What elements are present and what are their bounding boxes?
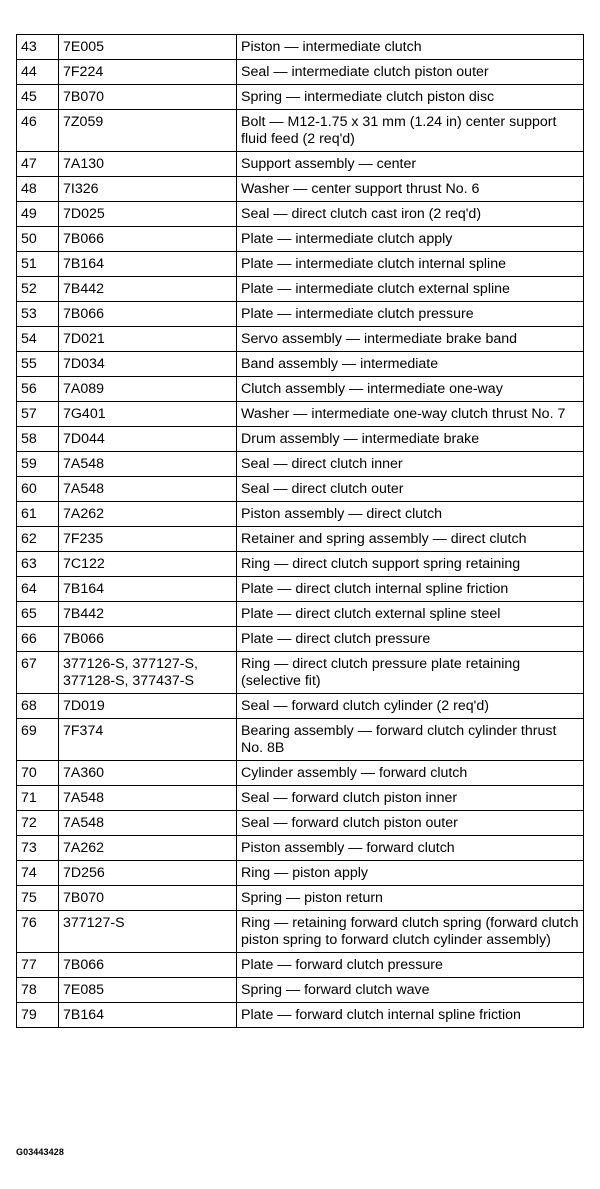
part-number-cell: 7F224	[59, 60, 237, 85]
part-number-cell: 7B066	[59, 302, 237, 327]
item-number-cell: 53	[17, 302, 59, 327]
part-number-cell: 7B164	[59, 1003, 237, 1028]
table-row	[17, 527, 584, 552]
table-row	[17, 811, 584, 836]
item-number-cell: 48	[17, 177, 59, 202]
description-cell: Plate — direct clutch external spline steel	[237, 602, 584, 627]
part-number-cell: 7I326	[59, 177, 237, 202]
description-cell: Plate — intermediate clutch pressure	[237, 302, 584, 327]
part-number-cell: 7Z059	[59, 110, 237, 152]
item-number-cell: 78	[17, 978, 59, 1003]
table-row	[17, 1003, 584, 1028]
part-number-cell: 7B066	[59, 227, 237, 252]
table-row	[17, 602, 584, 627]
description-cell: Seal — intermediate clutch piston outer	[237, 60, 584, 85]
description-cell: Piston assembly — direct clutch	[237, 502, 584, 527]
description-cell: Ring — retaining forward clutch spring (forward clutch piston spring to forward clutch cylinder assembly)	[237, 911, 584, 953]
part-number-cell: 7A548	[59, 786, 237, 811]
item-number-cell: 79	[17, 1003, 59, 1028]
item-number-cell: 70	[17, 761, 59, 786]
table-row	[17, 152, 584, 177]
parts-table-body	[17, 35, 584, 1028]
description-cell: Plate — intermediate clutch internal spline	[237, 252, 584, 277]
description-cell: Seal — direct clutch inner	[237, 452, 584, 477]
description-cell: Piston assembly — forward clutch	[237, 836, 584, 861]
item-number-cell: 61	[17, 502, 59, 527]
item-number-cell: 67	[17, 652, 59, 694]
item-number-cell: 77	[17, 953, 59, 978]
item-number-cell: 62	[17, 527, 59, 552]
description-cell: Spring — piston return	[237, 886, 584, 911]
table-row	[17, 978, 584, 1003]
part-number-cell: 7G401	[59, 402, 237, 427]
item-number-cell: 72	[17, 811, 59, 836]
part-number-cell: 7B164	[59, 577, 237, 602]
table-row	[17, 352, 584, 377]
description-cell: Ring — direct clutch pressure plate retaining (selective fit)	[237, 652, 584, 694]
part-number-cell: 7A548	[59, 811, 237, 836]
description-cell: Band assembly — intermediate	[237, 352, 584, 377]
table-row	[17, 552, 584, 577]
description-cell: Support assembly — center	[237, 152, 584, 177]
description-cell: Spring — forward clutch wave	[237, 978, 584, 1003]
part-number-cell: 7A262	[59, 836, 237, 861]
part-number-cell: 7F235	[59, 527, 237, 552]
description-cell: Seal — direct clutch outer	[237, 477, 584, 502]
item-number-cell: 59	[17, 452, 59, 477]
item-number-cell: 51	[17, 252, 59, 277]
description-cell: Plate — direct clutch pressure	[237, 627, 584, 652]
item-number-cell: 46	[17, 110, 59, 152]
item-number-cell: 71	[17, 786, 59, 811]
description-cell: Seal — forward clutch piston outer	[237, 811, 584, 836]
description-cell: Clutch assembly — intermediate one-way	[237, 377, 584, 402]
part-number-cell: 7E005	[59, 35, 237, 60]
table-row	[17, 402, 584, 427]
part-number-cell: 7A548	[59, 477, 237, 502]
table-row	[17, 627, 584, 652]
part-number-cell: 7A130	[59, 152, 237, 177]
description-cell: Washer — center support thrust No. 6	[237, 177, 584, 202]
part-number-cell: 7C122	[59, 552, 237, 577]
table-row	[17, 652, 584, 694]
table-row	[17, 277, 584, 302]
item-number-cell: 60	[17, 477, 59, 502]
item-number-cell: 56	[17, 377, 59, 402]
part-number-cell: 7F374	[59, 719, 237, 761]
item-number-cell: 49	[17, 202, 59, 227]
part-number-cell: 7E085	[59, 978, 237, 1003]
figure-id: G03443428	[16, 1147, 64, 1157]
item-number-cell: 52	[17, 277, 59, 302]
description-cell: Seal — forward clutch cylinder (2 req'd)	[237, 694, 584, 719]
table-row	[17, 786, 584, 811]
table-row	[17, 886, 584, 911]
item-number-cell: 54	[17, 327, 59, 352]
description-cell: Seal — forward clutch piston inner	[237, 786, 584, 811]
table-row	[17, 85, 584, 110]
parts-table	[16, 34, 584, 1028]
table-row	[17, 761, 584, 786]
description-cell: Bearing assembly — forward clutch cylinder thrust No. 8B	[237, 719, 584, 761]
description-cell: Drum assembly — intermediate brake	[237, 427, 584, 452]
description-cell: Ring — piston apply	[237, 861, 584, 886]
table-row	[17, 427, 584, 452]
table-row	[17, 953, 584, 978]
part-number-cell: 377127-S	[59, 911, 237, 953]
item-number-cell: 66	[17, 627, 59, 652]
table-row	[17, 202, 584, 227]
item-number-cell: 55	[17, 352, 59, 377]
part-number-cell: 7B070	[59, 85, 237, 110]
item-number-cell: 43	[17, 35, 59, 60]
table-row	[17, 836, 584, 861]
description-cell: Plate — intermediate clutch external spline	[237, 277, 584, 302]
part-number-cell: 7D025	[59, 202, 237, 227]
item-number-cell: 73	[17, 836, 59, 861]
table-row	[17, 302, 584, 327]
part-number-cell: 7B070	[59, 886, 237, 911]
part-number-cell: 7B442	[59, 277, 237, 302]
description-cell: Plate — direct clutch internal spline friction	[237, 577, 584, 602]
part-number-cell: 7A262	[59, 502, 237, 527]
part-number-cell: 377126-S, 377127-S, 377128-S, 377437-S	[59, 652, 237, 694]
description-cell: Plate — forward clutch internal spline friction	[237, 1003, 584, 1028]
part-number-cell: 7B442	[59, 602, 237, 627]
item-number-cell: 68	[17, 694, 59, 719]
table-row	[17, 911, 584, 953]
description-cell: Piston — intermediate clutch	[237, 35, 584, 60]
part-number-cell: 7B066	[59, 953, 237, 978]
table-row	[17, 502, 584, 527]
item-number-cell: 65	[17, 602, 59, 627]
item-number-cell: 58	[17, 427, 59, 452]
item-number-cell: 64	[17, 577, 59, 602]
table-row	[17, 577, 584, 602]
part-number-cell: 7D034	[59, 352, 237, 377]
table-row	[17, 327, 584, 352]
table-row	[17, 694, 584, 719]
item-number-cell: 44	[17, 60, 59, 85]
part-number-cell: 7D021	[59, 327, 237, 352]
description-cell: Seal — direct clutch cast iron (2 req'd)	[237, 202, 584, 227]
part-number-cell: 7D044	[59, 427, 237, 452]
part-number-cell: 7D256	[59, 861, 237, 886]
description-cell: Spring — intermediate clutch piston disc	[237, 85, 584, 110]
table-row	[17, 252, 584, 277]
part-number-cell: 7A360	[59, 761, 237, 786]
description-cell: Washer — intermediate one-way clutch thrust No. 7	[237, 402, 584, 427]
table-row	[17, 35, 584, 60]
description-cell: Cylinder assembly — forward clutch	[237, 761, 584, 786]
table-row	[17, 60, 584, 85]
part-number-cell: 7B164	[59, 252, 237, 277]
item-number-cell: 57	[17, 402, 59, 427]
item-number-cell: 69	[17, 719, 59, 761]
description-cell: Ring — direct clutch support spring retaining	[237, 552, 584, 577]
description-cell: Retainer and spring assembly — direct clutch	[237, 527, 584, 552]
table-row	[17, 452, 584, 477]
item-number-cell: 76	[17, 911, 59, 953]
item-number-cell: 50	[17, 227, 59, 252]
table-row	[17, 719, 584, 761]
description-cell: Plate — forward clutch pressure	[237, 953, 584, 978]
item-number-cell: 74	[17, 861, 59, 886]
table-row	[17, 227, 584, 252]
item-number-cell: 45	[17, 85, 59, 110]
table-row	[17, 110, 584, 152]
table-row	[17, 177, 584, 202]
part-number-cell: 7A548	[59, 452, 237, 477]
part-number-cell: 7B066	[59, 627, 237, 652]
item-number-cell: 47	[17, 152, 59, 177]
item-number-cell: 63	[17, 552, 59, 577]
item-number-cell: 75	[17, 886, 59, 911]
table-row	[17, 377, 584, 402]
description-cell: Plate — intermediate clutch apply	[237, 227, 584, 252]
table-row	[17, 861, 584, 886]
part-number-cell: 7A089	[59, 377, 237, 402]
part-number-cell: 7D019	[59, 694, 237, 719]
description-cell: Servo assembly — intermediate brake band	[237, 327, 584, 352]
description-cell: Bolt — M12-1.75 x 31 mm (1.24 in) center support fluid feed (2 req'd)	[237, 110, 584, 152]
table-row	[17, 477, 584, 502]
